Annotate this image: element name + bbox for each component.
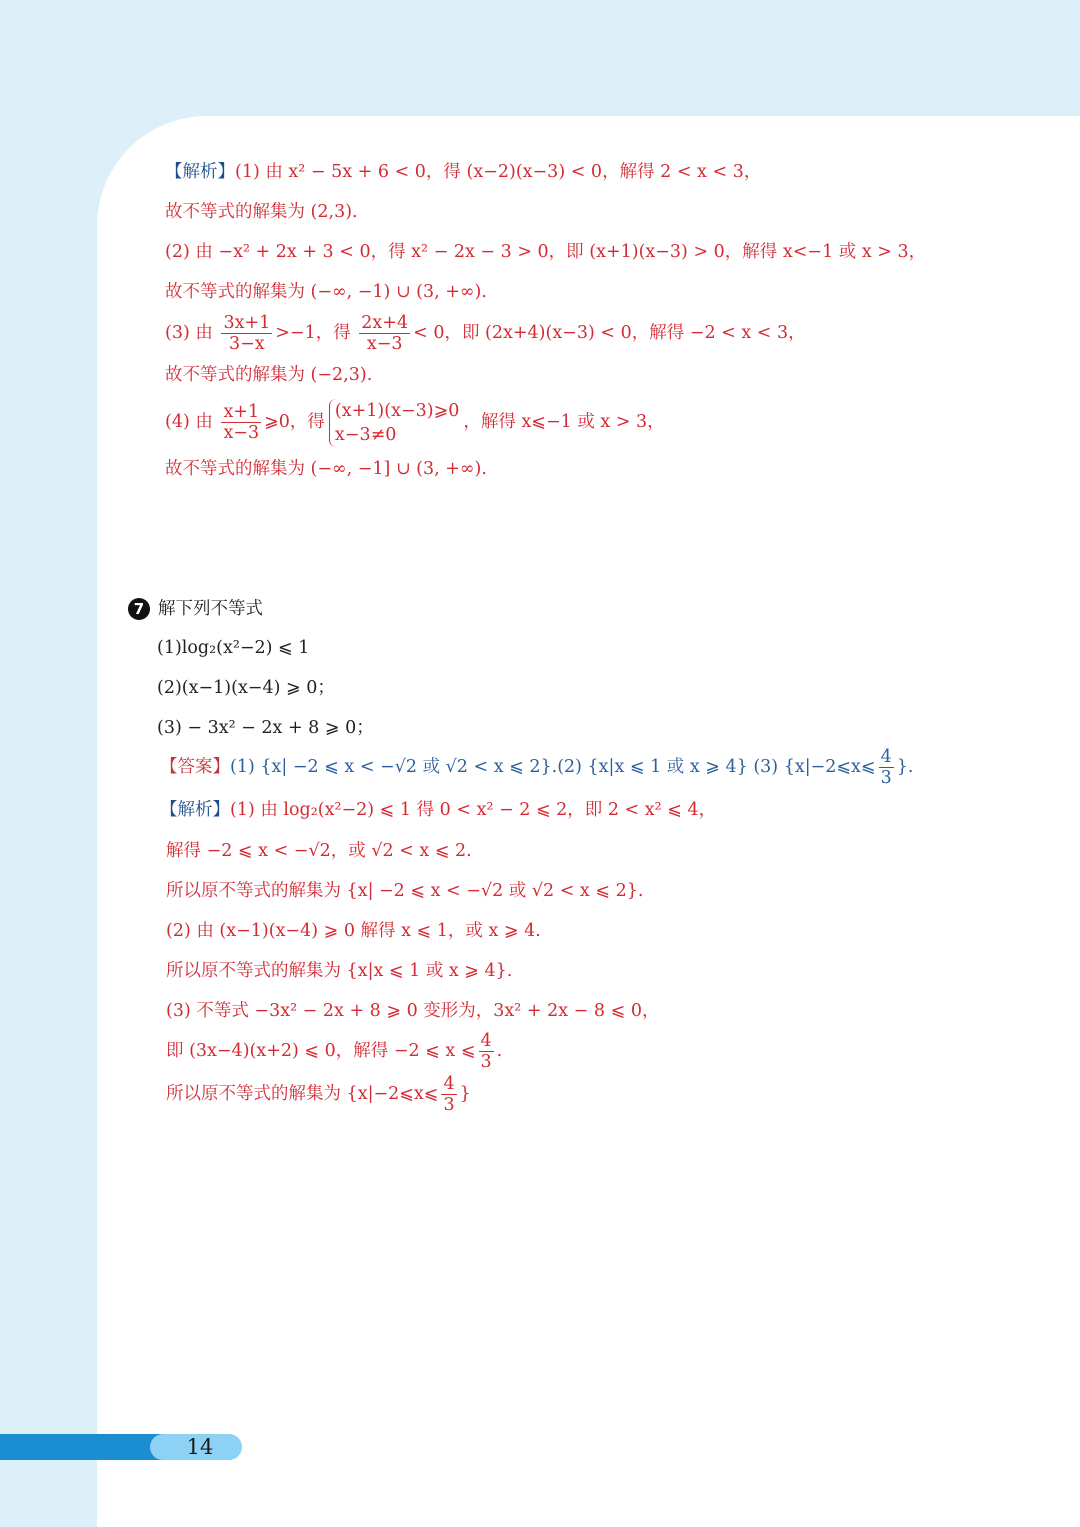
fraction-numerator: 4 (443, 1074, 455, 1094)
fraction-denominator: 3 (480, 1052, 492, 1072)
sol6-l7-pre: (4) 由 (165, 412, 213, 432)
page-number: 14 (186, 1435, 214, 1459)
sol6-line-3: (2) 由 −x² + 2x + 3 < 0，得 x² − 2x − 3 > 0，即 (x+1)(x−3) > 0，解得 x<−1 或 x > 3， (165, 242, 927, 262)
equation-system (329, 399, 459, 447)
q7-s8-end: } (459, 1084, 471, 1104)
q7-s8-pre: 所以原不等式的解集为 {x|−2⩽x⩽ (166, 1084, 439, 1104)
sol6-l5-mid: >−1，得 (275, 323, 351, 343)
q7-sol-line-1 (160, 797, 716, 823)
question-part-3: (3) − 3x² − 2x + 8 ⩾ 0； (157, 718, 374, 738)
sol6-line-8: 故不等式的解集为 (−∞, −1] ∪ (3, +∞). (165, 459, 487, 479)
fraction (879, 747, 894, 788)
fraction (221, 402, 261, 443)
sol6-l7-mid: ⩾0，得 (264, 412, 325, 432)
question-part-2: (2)(x−1)(x−4) ⩾ 0； (157, 678, 335, 698)
q7-sol-line-7 (166, 1030, 502, 1072)
fraction (359, 313, 410, 354)
sol6-l5-post: < 0，即 (2x+4)(x−3) < 0，解得 −2 < x < 3， (413, 323, 806, 343)
sol6-line-5 (165, 313, 806, 354)
q7-sol-line-8 (166, 1073, 471, 1115)
fraction-denominator: 3 (443, 1095, 455, 1115)
fraction-numerator: 4 (880, 747, 892, 767)
fraction-numerator: 2x+4 (361, 313, 409, 333)
fraction-numerator: 4 (480, 1031, 492, 1051)
fraction-denominator: 3 (880, 768, 892, 788)
fraction-denominator: 3−x (229, 334, 265, 354)
sol6-line-6: 故不等式的解集为 (−2,3). (165, 365, 373, 385)
question-title: 解下列不等式 (158, 599, 263, 619)
q7-s7-end: . (496, 1041, 503, 1061)
fraction-numerator: x+1 (223, 402, 260, 422)
answer-text: (1) {x| −2 ⩽ x < −√2 或 √2 < x ⩽ 2}.(2) {x|x ⩽ 1 或 x ⩾ 4} (3) {x|−2⩽x⩽ (230, 757, 876, 777)
system-row-1: (x+1)(x−3)⩾0 (334, 400, 460, 421)
question-number-badge: 7 (128, 598, 150, 620)
sol6-line-1 (165, 159, 761, 185)
q7-sol-line-6: (3) 不等式 −3x² − 2x + 8 ⩾ 0 变形为，3x² + 2x − 8 ⩽ 0， (166, 1001, 660, 1021)
q7-sol-line-2: 解得 −2 ⩽ x < −√2，或 √2 < x ⩽ 2. (166, 841, 472, 861)
q7-sol-line-5: 所以原不等式的解集为 {x|x ⩽ 1 或 x ⩾ 4}. (166, 961, 513, 981)
answer-tag: 【答案】 (160, 757, 230, 777)
fraction-denominator: x−3 (366, 334, 403, 354)
fraction (221, 313, 272, 354)
fraction-numerator: 3x+1 (223, 313, 271, 333)
sol6-l7-post: ，解得 x⩽−1 或 x > 3， (463, 412, 665, 432)
analysis-tag: 【解析】 (160, 800, 230, 820)
sol6-text-1: (1) 由 x² − 5x + 6 < 0，得 (x−2)(x−3) < 0，解得 2 < x < 3， (235, 162, 762, 182)
answer-line (160, 746, 913, 788)
sol6-l5-pre: (3) 由 (165, 323, 213, 343)
footer-bar (0, 1434, 175, 1460)
q7-s7-pre: 即 (3x−4)(x+2) ⩽ 0，解得 −2 ⩽ x ⩽ (166, 1041, 476, 1061)
fraction (441, 1074, 456, 1115)
q7-sol-line-3: 所以原不等式的解集为 {x| −2 ⩽ x < −√2 或 √2 < x ⩽ 2}. (166, 881, 644, 901)
sol6-line-4: 故不等式的解集为 (−∞, −1) ∪ (3, +∞). (165, 282, 487, 302)
system-row-2: x−3≠0 (334, 424, 397, 445)
fraction-denominator: x−3 (223, 423, 260, 443)
sol6-line-2: 故不等式的解集为 (2,3). (165, 202, 358, 222)
answer-end: }. (896, 757, 914, 777)
sol6-line-7 (165, 398, 665, 447)
q7-sol-text-1: (1) 由 log₂(x²−2) ⩽ 1 得 0 < x² − 2 ⩽ 2，即 2 < x² ⩽ 4， (230, 800, 717, 820)
q7-sol-line-4: (2) 由 (x−1)(x−4) ⩾ 0 解得 x ⩽ 1，或 x ⩾ 4. (166, 921, 541, 941)
question-part-1: (1)log₂(x²−2) ⩽ 1 (157, 638, 310, 658)
fraction (479, 1031, 494, 1072)
analysis-tag: 【解析】 (165, 162, 235, 182)
